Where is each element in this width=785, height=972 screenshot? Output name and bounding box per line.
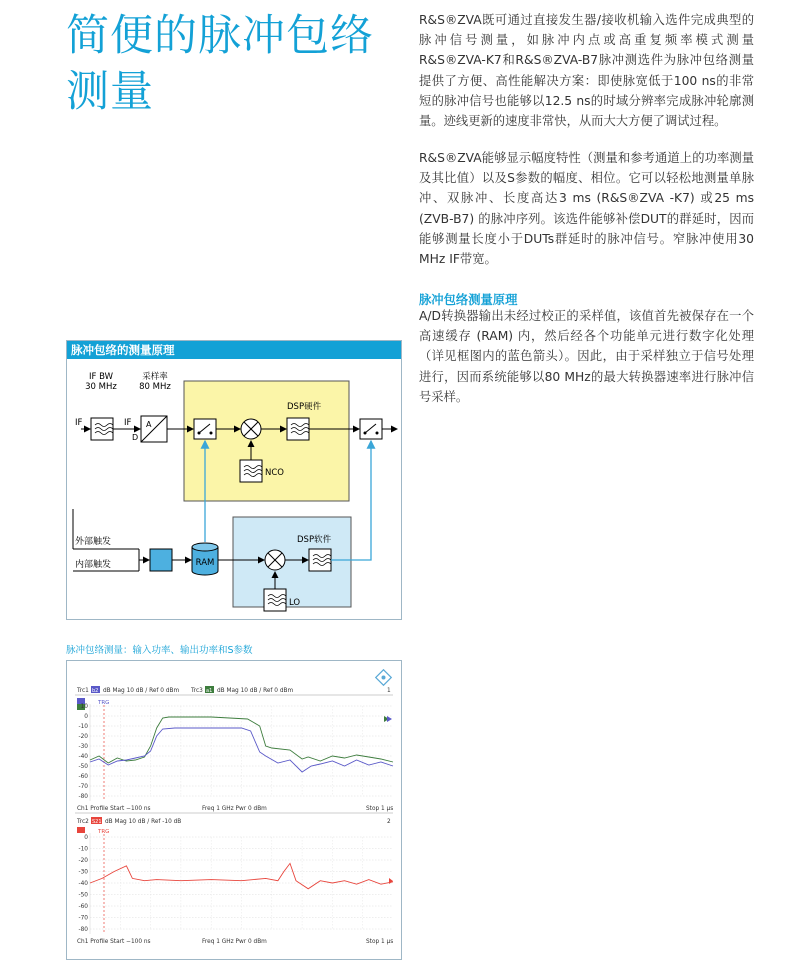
top-footer-left: Ch1 Profile Start −100 ns <box>77 806 151 812</box>
top-panel-number: 1 <box>387 688 391 694</box>
external-trigger-label: 外部触发 <box>75 537 112 547</box>
paragraph-capabilities: R&S®ZVA能够显示幅度特性（测量和参考通道上的功率测量及其比值）以及S参数的幅度、相位。它可以轻松地测量单脉冲、双脉冲、长度高达3 ms (R&S®ZVA -K7) 或25 ms (ZVB-B7) 的脉冲序列。该选件能够补偿DUT的群延时，因而能够测量长度小于DUTs群延时的脉冲信号。窄脉冲使用30 MHz IF带宽。 <box>419 151 754 267</box>
dsp-hw-filter-block <box>287 418 309 440</box>
sample-rate-label: 采样率 <box>142 372 168 382</box>
nco-label: NCO <box>265 468 284 478</box>
trace-1-output-power <box>90 728 393 772</box>
section-heading: 脉冲包络测量原理 <box>419 293 518 307</box>
bottom-trg-label: TRG <box>98 829 110 835</box>
nco-block <box>240 460 262 482</box>
bottom-trace2-label: Trc2 <box>77 819 89 825</box>
if-mid-label: IF <box>124 418 132 428</box>
dsp-sw-filter-block <box>309 549 331 571</box>
bottom-y-tick-label: -80 <box>78 927 88 933</box>
adc-d-label: D <box>132 433 139 442</box>
top-trace1-scale: dB Mag 10 dB / Ref 0 dBm <box>103 688 180 694</box>
top-trg-label: TRG <box>98 700 110 706</box>
block-diagram <box>67 359 401 619</box>
block-diagram-caption: 脉冲包络的测量原理 <box>67 341 401 359</box>
measurement-figure-caption: 脉冲包络测量：输入功率、输出功率和S参数 <box>66 645 253 656</box>
bottom-y-tick-label: -10 <box>78 846 88 853</box>
paragraph-intro: R&S®ZVA既可通过直接发生器/接收机输入选件完成典型的脉冲信号测量，如脉冲内点或高重复频率模式测量R&S®ZVA-K7和R&S®ZVA-B7脉冲测选件为脉冲包络测量提供了方便、高性能解决方案：即使脉宽低于100 ns的非常短的脉冲信号也能够以12.5 ns的时域分辨率完成脉冲轮廓测量。迹线更新的速度非常快，从而大大方便了调试过程。 <box>419 13 754 129</box>
top-y-tick-label: -20 <box>78 734 88 740</box>
ram-label: RAM <box>195 558 215 568</box>
block-diagram-figure <box>66 340 402 620</box>
bottom-y-tick-label: -50 <box>78 892 88 899</box>
top-footer-right: Stop 1 µs <box>366 806 394 812</box>
dsp-hardware-label: DSP硬件 <box>287 402 322 412</box>
top-y-tick-label: -80 <box>78 794 88 800</box>
top-y-tick-label: -40 <box>78 754 88 760</box>
if-filter-block <box>91 418 113 440</box>
bottom-y-tick-label: -30 <box>78 869 88 876</box>
top-y-tick-label: -50 <box>78 764 88 770</box>
bottom-y-axis-labels <box>79 835 89 933</box>
top-footer-mid: Freq 1 GHz Pwr 0 dBm <box>202 806 267 812</box>
if-bw-label: IF BW <box>88 372 114 382</box>
top-y-tick-label: -30 <box>78 744 88 750</box>
measurement-screen-figure <box>66 660 402 960</box>
measurement-screen <box>67 661 401 959</box>
title-line-2: 测量 <box>66 67 154 117</box>
dsp-software-region <box>233 517 351 607</box>
top-badge-b2: b2 <box>92 688 99 694</box>
bottom-y-tick-label: -40 <box>78 881 88 887</box>
bottom-footer-mid: Freq 1 GHz Pwr 0 dBm <box>202 939 267 945</box>
switch-2 <box>360 419 382 439</box>
paragraph-principle: A/D转换器输出未经过校正的采样值，该值首先被保存在一个高速缓存 (RAM) 内，然后经各个功能单元进行数字化处理（详见框图内的蓝色箭头）。因此，由于采样独立于信号处理进行，因而系统能够以80 MHz的最大转换器速率进行脉冲信号采样。 <box>419 309 754 404</box>
bottom-badge-s21: S21 <box>92 819 102 825</box>
top-trace1-label: Trc1 <box>77 688 89 694</box>
bottom-y-tick-label: 0 <box>84 835 88 841</box>
page-title <box>66 8 396 120</box>
bottom-y-tick-label: -70 <box>78 915 88 922</box>
rs-logo-icon <box>376 670 392 686</box>
bottom-y-tick-label: -60 <box>78 904 88 910</box>
bottom-footer-right: Stop 1 µs <box>366 939 394 945</box>
adc-a-label: A <box>146 420 152 429</box>
bottom-footer-left: Ch1 Profile Start −100 ns <box>77 939 151 945</box>
dsp-hardware-region <box>184 381 349 501</box>
top-badge-a1: a1 <box>206 688 213 694</box>
title-line-1: 简便的脉冲包络 <box>66 11 374 61</box>
top-y-axis-labels <box>79 704 89 800</box>
dsp-software-label: DSP软件 <box>297 535 332 545</box>
lo-block <box>264 589 286 611</box>
top-trace3-scale: dB Mag 10 dB / Ref 0 dBm <box>217 688 294 694</box>
internal-trigger-label: 内部触发 <box>75 560 112 570</box>
trigger-block <box>150 549 172 571</box>
if-bw-value: 30 MHz <box>85 382 117 392</box>
if-input-label: IF <box>75 418 83 428</box>
switch-1 <box>194 419 216 439</box>
top-trace3-label: Trc3 <box>191 688 203 694</box>
top-y-tick-label: 0 <box>84 714 88 720</box>
top-y-tick-label: -60 <box>78 774 88 780</box>
bottom-panel-number: 2 <box>387 819 391 825</box>
bottom-trace2-scale: dB Mag 10 dB / Ref -10 dB <box>105 819 182 825</box>
sample-rate-value: 80 MHz <box>139 382 171 392</box>
top-y-tick-label: 10 <box>80 704 88 710</box>
bottom-y-tick-label: -20 <box>78 858 88 864</box>
lo-label: LO <box>289 598 301 608</box>
top-y-tick-label: -10 <box>78 724 88 730</box>
top-y-tick-label: -70 <box>78 784 88 790</box>
ram-block <box>192 543 218 575</box>
